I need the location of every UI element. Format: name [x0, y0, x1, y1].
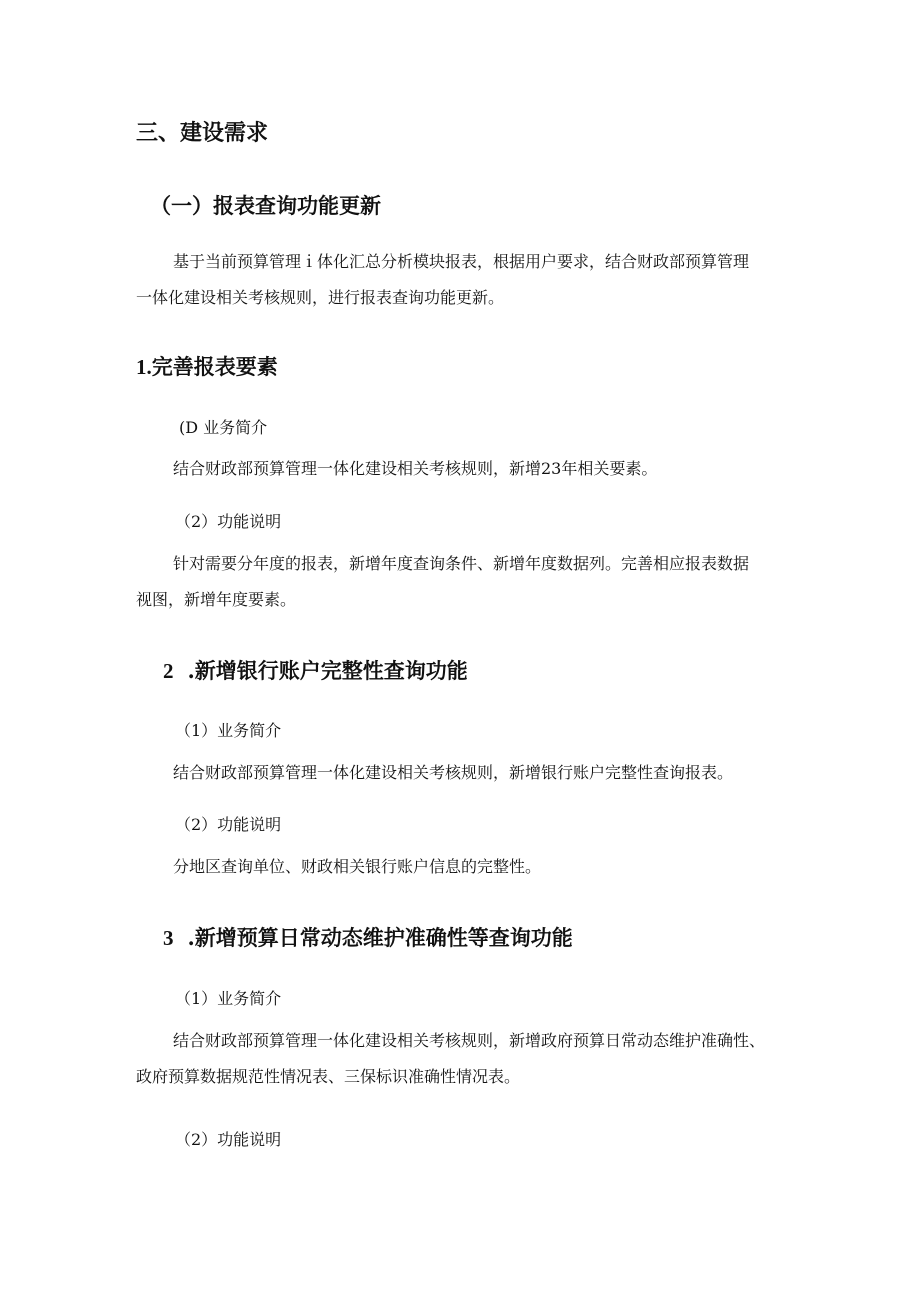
item-1-function-line-2: 视图，新增年度要素。: [136, 590, 297, 609]
intro-line-2: 一体化建设相关考核规则，进行报表查询功能更新。: [136, 288, 505, 307]
intro-paragraph: [136, 244, 750, 316]
item-3-heading: [163, 922, 573, 952]
item-1-title: 完善报表要素: [151, 354, 278, 379]
item-2-business-text: 结合财政部预算管理一体化建设相关考核规则，新增银行账户完整性查询报表。: [173, 763, 734, 782]
item-2-function-label: （2）功能说明: [175, 815, 282, 834]
item-3-title: .新增预算日常动态维护准确性等查询功能: [187, 925, 573, 950]
item-3-function-label: （2）功能说明: [175, 1130, 282, 1149]
item-1-business-text: 结合财政部预算管理一体化建设相关考核规则，新增23年相关要素。: [173, 459, 658, 478]
item-3-number: 3: [163, 926, 174, 950]
intro-line-1: 基于当前预算管理ｉ体化汇总分析模块报表，根据用户要求，结合财政部预算管理: [173, 252, 750, 271]
item-2-function-text: 分地区查询单位、财政相关银行账户信息的完整性。: [173, 857, 542, 876]
item-1-number: 1.: [136, 355, 152, 379]
item-3-business-text: [136, 1023, 766, 1095]
item-2-heading: [163, 655, 468, 685]
item-2-business-label: （1）业务简介: [175, 721, 282, 740]
item-2-title: .新增银行账户完整性查询功能: [187, 658, 468, 683]
subsection-title: （一）报表查询功能更新: [150, 193, 381, 218]
item-3-business-line-2: 政府预算数据规范性情况表、三保标识准确性情况表。: [136, 1067, 521, 1086]
item-3-business-line-1: 结合财政部预算管理一体化建设相关考核规则，新增政府预算日常动态维护准确性、: [173, 1031, 766, 1050]
item-3-business-label: （1）业务简介: [175, 989, 282, 1008]
section-title: 三、建设需求: [136, 120, 269, 146]
item-1-heading: [136, 351, 278, 381]
item-1-function-text: [136, 546, 750, 618]
item-1-function-label: （2）功能说明: [175, 512, 282, 531]
item-2-number: 2: [163, 659, 174, 683]
item-1-function-line-1: 针对需要分年度的报表，新增年度查询条件、新增年度数据列。完善相应报表数据: [173, 554, 750, 573]
item-1-business-label: (D 业务简介: [179, 418, 268, 437]
